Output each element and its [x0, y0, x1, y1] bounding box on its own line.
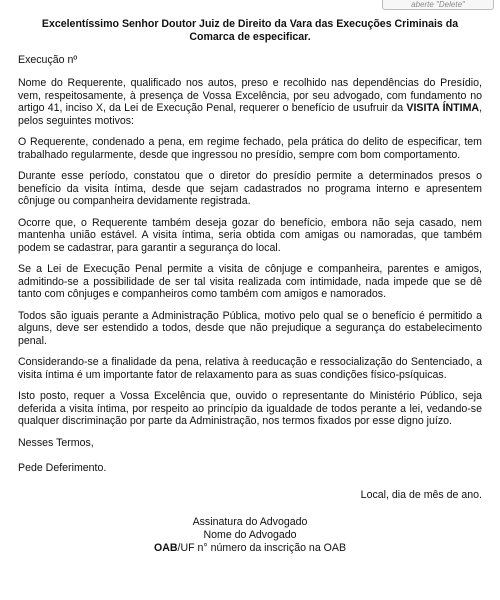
execution-number-label: Execução nº: [18, 54, 78, 66]
visita-intima-emphasis: VISITA ÍNTIMA: [406, 102, 480, 114]
closing-pede-deferimento: Pede Deferimento.: [18, 461, 107, 474]
intro-text-end: , pelos seguintes motivos:: [18, 102, 483, 127]
oab-label: OAB: [153, 541, 178, 554]
paragraph-iguais: Todos são iguais perante a Administração Pública, motivo pelo qual se o benefício é permitido a alguns, deve ser estendido a todos, desde que não prejudique a segurança do estabelecimento penal.: [18, 309, 482, 347]
oab-registration: [18, 542, 482, 555]
lawyer-name: Nome do Advogado: [203, 528, 297, 541]
paragraph-condenado: O Requerente, condenado a pena, em regime fechado, pela prática do delito de especificar, tem trabalhado regularmente, desde que ingressou no presídio, sempre com bom comportamento.: [18, 136, 482, 161]
paragraph-posto: Isto posto, requer a Vossa Excelência que, ouvido o representante do Ministério Público, seja deferida a visita íntima, por respeito ao princípio da igualdade de todos perante a lei, vedando-se qualquer discriminação por parte da Administração, nos termos fixados por esse digno juízo.: [18, 390, 482, 427]
paragraph-intro: [18, 77, 482, 127]
place-date: Local, dia de mês de ano.: [360, 488, 482, 501]
document-heading: Excelentíssimo Senhor Doutor Juiz de Direito da Vara das Execuções Criminais da Comarca de especificar.: [41, 18, 459, 43]
paragraph-finalidade: Considerando-se a finalidade da pena, relativa à reeducação e ressocialização do Sentenciado, a visita íntima é um importante fator de relaxamento para as suas condições físico-psíquicas.: [18, 356, 482, 381]
petition-document: [18, 18, 482, 555]
paragraph-periodo: Durante esse período, constatou que o diretor do presídio permite a determinados presos o benefício da visita íntima, desde que sejam cadastrados no programa interno e apresentem cônjuge ou companheira devidamente registrada.: [18, 170, 482, 207]
signature-line: Assinatura do Advogado: [192, 515, 308, 528]
delete-hint-tab: aberte "Delete": [382, 0, 494, 10]
paragraph-lei: Se a Lei de Execução Penal permite a visita de cônjuge e companheira, parentes e amigos, admitindo-se a possibilidade de ser tal visita realizada com intimidade, nada impede que se dê tanto com cônjuges e companheiros como também com amigos e namorados.: [18, 263, 482, 300]
paragraph-ocorre: Ocorre que, o Requerente também deseja gozar do benefício, embora não seja casado, nem mantenha união estável. A visita íntima, seria obtida com amigas ou namoradas, que também podem se cadastrar, para garantir a segurança do local.: [18, 216, 482, 254]
closing-nesses-termos: Nesses Termos,: [18, 436, 94, 449]
oab-details: /UF n° número da inscrição na OAB: [177, 541, 347, 554]
signature-block: [18, 516, 482, 555]
intro-text-start: Nome do Requerente, qualificado nos autos, preso e recolhido nas dependências do Presídio, vem, respeitosamente, à presença de Vossa Excelência, por seu advogado, com fundamento no artigo 41, inciso X, da Lei de Execução Penal, requerer o benefício de usufruir da: [18, 77, 482, 114]
